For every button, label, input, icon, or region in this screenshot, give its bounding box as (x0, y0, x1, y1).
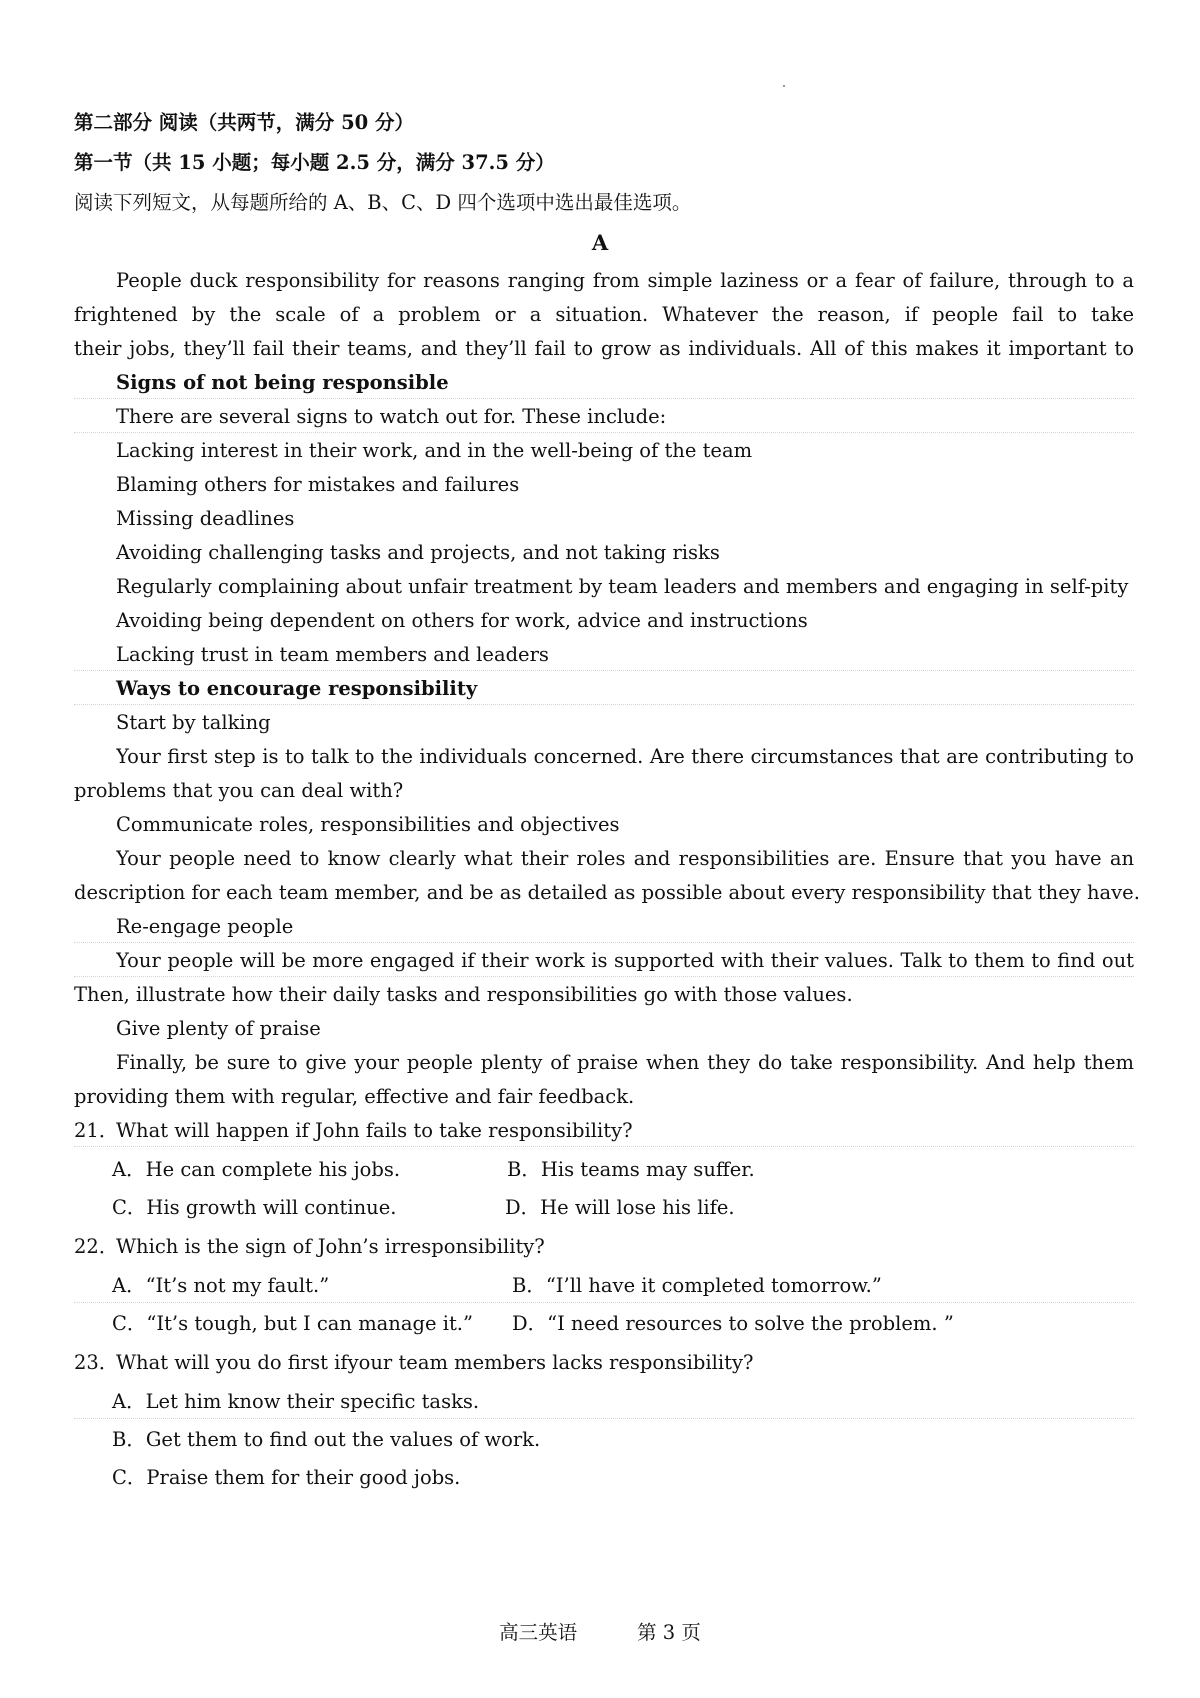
option-b[interactable]: B．“I’ll have it completed tomorrow.” (512, 1274, 882, 1297)
option-c[interactable]: C．“It’s tough, but I can manage it.” (112, 1312, 473, 1335)
sign-item: Lacking trust in team members and leaders (116, 643, 549, 666)
part-heading: 第二部分 阅读（共两节，满分 50 分） (74, 111, 415, 134)
sign-item: Avoiding being dependent on others for work, advice and instructions (116, 609, 808, 632)
footer-page-number: 第 3 页 (637, 1621, 701, 1644)
way-text: problems that you can deal with? (74, 779, 404, 802)
way-text: Finally, be sure to give your people plenty of praise when they do take responsibility. And help them (116, 1051, 1134, 1074)
option-d[interactable]: D．He will lose his life. (505, 1196, 735, 1219)
ways-heading: Ways to encourage responsibility (116, 677, 478, 700)
question-number: 21． (74, 1119, 119, 1142)
intro-line-1: People duck responsibility for reasons ranging from simple laziness or a fear of failure, through to a (116, 269, 1134, 292)
sign-item: Avoiding challenging tasks and projects, and not taking risks (116, 541, 720, 564)
scan-speck (783, 85, 785, 87)
option-c[interactable]: C．Praise them for their good jobs. (112, 1466, 461, 1489)
sign-item: Lacking interest in their work, and in the well-being of the team (116, 439, 753, 462)
way-title: Re-engage people (116, 915, 294, 938)
way-title: Start by talking (116, 711, 271, 734)
question-number: 22． (74, 1235, 119, 1258)
question-stem: What will you do first ifyour team members lacks responsibility? (116, 1351, 754, 1374)
option-b[interactable]: B．Get them to find out the values of work. (112, 1428, 541, 1451)
option-a[interactable]: A．He can complete his jobs. (112, 1158, 401, 1181)
divider (74, 1418, 1134, 1419)
option-a[interactable]: A．“It’s not my fault.” (112, 1274, 330, 1297)
signs-heading: Signs of not being responsible (116, 371, 449, 394)
way-text: Your people need to know clearly what their roles and responsibilities are. Ensure that you have an (116, 847, 1134, 870)
question-stem: What will happen if John fails to take responsibility? (116, 1119, 633, 1142)
way-text: providing them with regular, effective and fair feedback. (74, 1085, 635, 1108)
option-b[interactable]: B．His teams may suffer. (507, 1158, 755, 1181)
question-23 (74, 1344, 1134, 1381)
question-number: 23． (74, 1351, 119, 1374)
question-21 (74, 1112, 1134, 1149)
option-c[interactable]: C．His growth will continue. (112, 1196, 397, 1219)
way-title: Give plenty of praise (116, 1017, 321, 1040)
signs-intro: There are several signs to watch out for. These include: (116, 405, 667, 428)
intro-line-2: frightened by the scale of a problem or a situation. Whatever the reason, if people fail to take (74, 303, 1134, 326)
page-footer (0, 1618, 1200, 1648)
section-heading: 第一节（共 15 小题；每小题 2.5 分，满分 37.5 分） (74, 151, 555, 174)
way-title: Communicate roles, responsibilities and objectives (116, 813, 620, 836)
intro-line-3: their jobs, they’ll fail their teams, and they’ll fail to grow as individuals. All of this makes it important to (74, 337, 1134, 360)
instruction: 阅读下列短文，从每题所给的 A、B、C、D 四个选项中选出最佳选项。 (74, 191, 692, 214)
way-text: Your first step is to talk to the individuals concerned. Are there circumstances that are contributing to (116, 745, 1134, 768)
passage-letter: A (591, 230, 609, 255)
way-text: description for each team member, and be as detailed as possible about every responsibility that they have. (74, 881, 1140, 904)
way-text: Your people will be more engaged if their work is supported with their values. Talk to them to find out (116, 949, 1134, 972)
question-stem: Which is the sign of John’s irresponsibility? (116, 1235, 545, 1258)
sign-item: Blaming others for mistakes and failures (116, 473, 520, 496)
option-d[interactable]: D．“I need resources to solve the problem. ” (512, 1312, 954, 1335)
sign-item: Missing deadlines (116, 507, 295, 530)
footer-subject: 高三英语 (499, 1621, 578, 1644)
sign-item: Regularly complaining about unfair treatment by team leaders and members and engaging in self-pity (116, 575, 1129, 598)
option-a[interactable]: A．Let him know their specific tasks. (112, 1390, 480, 1413)
way-text: Then, illustrate how their daily tasks and responsibilities go with those values. (74, 983, 853, 1006)
divider (74, 1146, 1134, 1147)
question-22 (74, 1228, 1134, 1265)
divider (74, 1302, 1134, 1303)
